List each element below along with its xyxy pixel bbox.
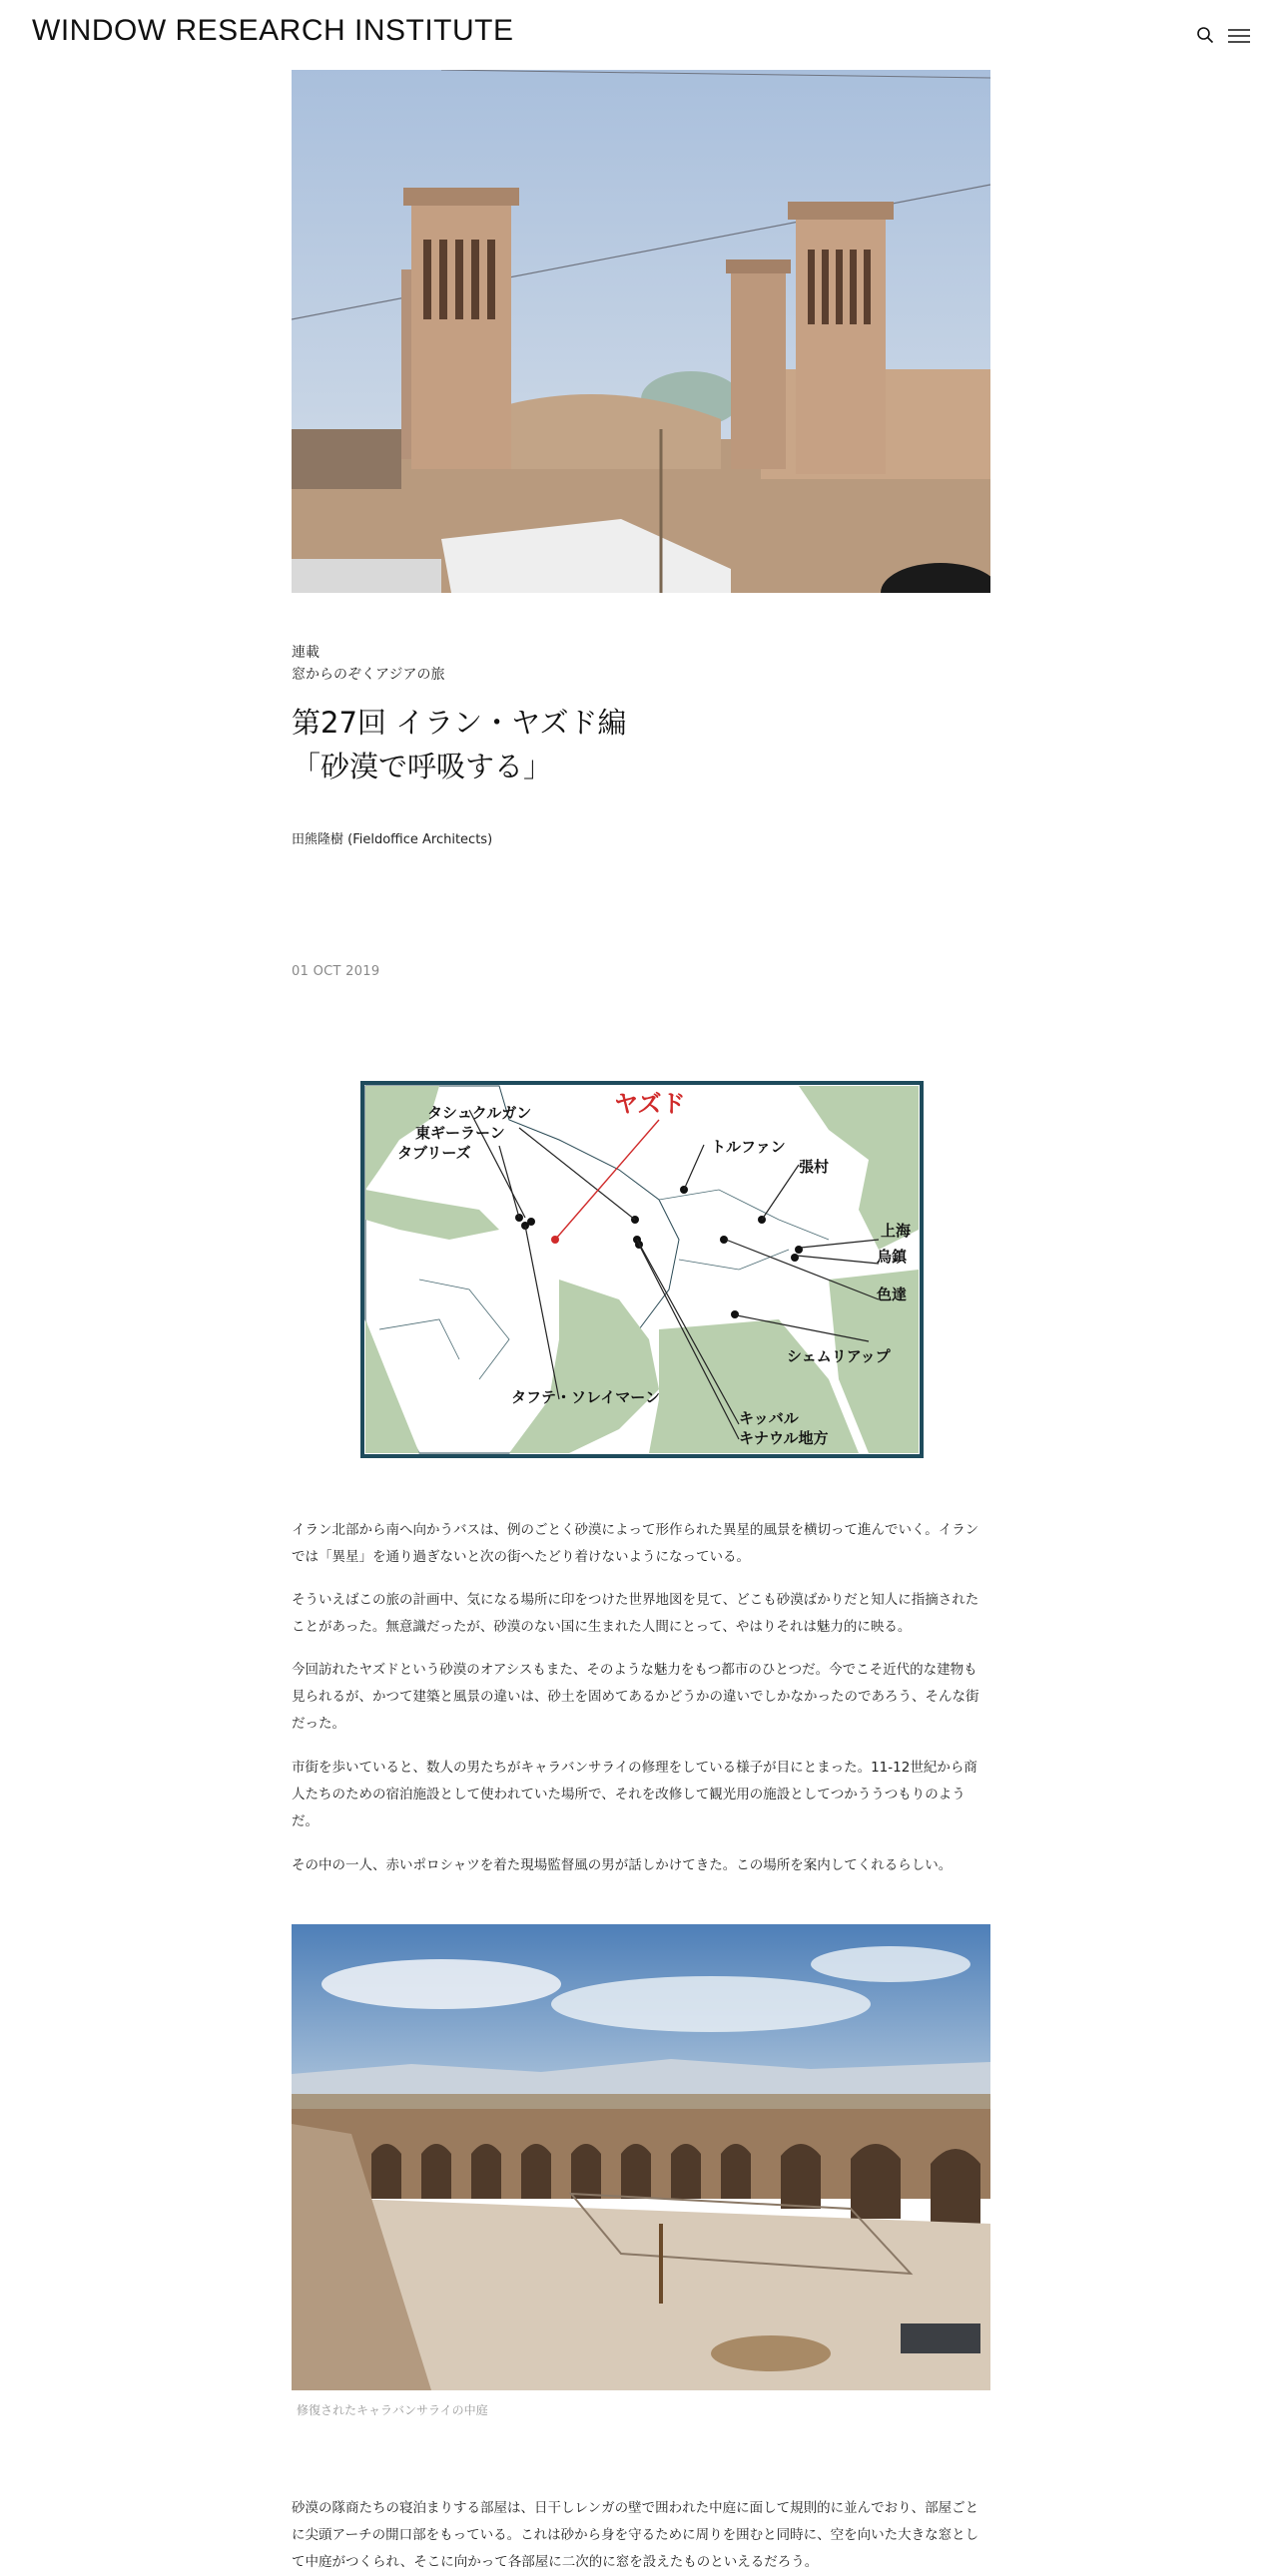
series-label[interactable]: 連載 bbox=[292, 645, 320, 661]
map-label-seda: 色達 bbox=[877, 1286, 908, 1303]
hamburger-menu-icon[interactable] bbox=[1228, 29, 1250, 43]
site-logo[interactable]: WINDOW RESEARCH INSTITUTE bbox=[32, 14, 514, 47]
article-title-line2: 「砂漠で呼吸する」 bbox=[292, 750, 553, 783]
series-info bbox=[292, 642, 444, 686]
caravanserai-photo bbox=[292, 1924, 990, 2390]
author-name[interactable]: 田熊隆樹 (Fieldoffice Architects) bbox=[292, 832, 493, 847]
paragraph-3: 今回訪れたヤズドという砂漠のオアシスもまた、そのような魅力をもつ都市のひとつだ。今でこそ近代的な建物も見られるが、かつて建築と風景の違いは、砂土を固めてあるかどうかの違いでしかなかったのであろう、そんな街だった。 bbox=[292, 1662, 979, 1732]
map-label-kibbar: キッバル bbox=[739, 1409, 799, 1427]
paragraph-6: 砂漠の隊商たちの寝泊まりする部屋は、日干しレンガの壁で囲われた中庭に面して規則的に並んでおり、部屋ごとに尖頭アーチの開口部をもっている。これは砂から身を守るために周りを囲むと同時に、空を向いた大きな窓として中庭がつくられ、そこに向かって各部屋に二次的に窓を設えたものといえるだろう。 bbox=[292, 2500, 979, 2570]
search-icon[interactable] bbox=[1196, 26, 1214, 44]
article-title bbox=[292, 701, 627, 788]
photo-caption: 修復されたキャラバンサライの中庭 bbox=[297, 2403, 488, 2417]
map-label-kinnaur: キナウル地方 bbox=[739, 1429, 829, 1447]
map-label-gilan: 東ギーラーン bbox=[415, 1124, 505, 1142]
map-label-siemreap: シェムリアップ bbox=[787, 1347, 891, 1365]
site-header bbox=[0, 0, 1282, 68]
map-label-tabriz: タブリーズ bbox=[397, 1144, 471, 1162]
publish-date: 01 OCT 2019 bbox=[292, 964, 380, 979]
map-label-turfan: トルファン bbox=[711, 1138, 786, 1156]
map-label-zhangye: 張村 bbox=[799, 1158, 830, 1176]
paragraph-5: その中の一人、赤いポロシャツを着た現場監督風の男が話しかけてきた。この場所を案内してくれるらしい。 bbox=[292, 1857, 953, 1873]
map-label-takht: タフテ・ソレイマーン bbox=[511, 1388, 660, 1406]
article-title-line1: 第27回 イラン・ヤズド編 bbox=[292, 706, 627, 740]
map-label-wuzhen: 烏鎮 bbox=[877, 1248, 908, 1266]
route-map bbox=[359, 1080, 925, 1459]
paragraph-2: そういえばこの旅の計画中、気になる場所に印をつけた世界地図を見て、どこも砂漠ばかりだと知人に指摘されたことがあった。無意識だったが、砂漠のない国に生まれた人間にとって、やはりそれは魅力的に映る。 bbox=[292, 1592, 979, 1635]
map-label-tashkurgan: タシュクルガン bbox=[427, 1104, 532, 1122]
paragraph-4: 市街を歩いていると、数人の男たちがキャラバンサライの修理をしている様子が目にとまった。11-12世紀から商人たちのための宿泊施設として使われていた場所で、それを改修して観光用の施設としてつかううつもりのようだ。 bbox=[292, 1760, 977, 1829]
series-name[interactable]: 窓からのぞくアジアの旅 bbox=[292, 667, 445, 683]
paragraph-1: イラン北部から南へ向かうバスは、例のごとく砂漠によって形作られた異星的風景を横切って進んでいく。イランでは「異星」を通り過ぎないと次の街へたどり着けないようになっている。 bbox=[292, 1522, 979, 1565]
map-label-yazd: ヤズド bbox=[614, 1090, 686, 1118]
hero-photo-wind-towers bbox=[292, 70, 990, 593]
map-label-shanghai: 上海 bbox=[881, 1222, 912, 1240]
